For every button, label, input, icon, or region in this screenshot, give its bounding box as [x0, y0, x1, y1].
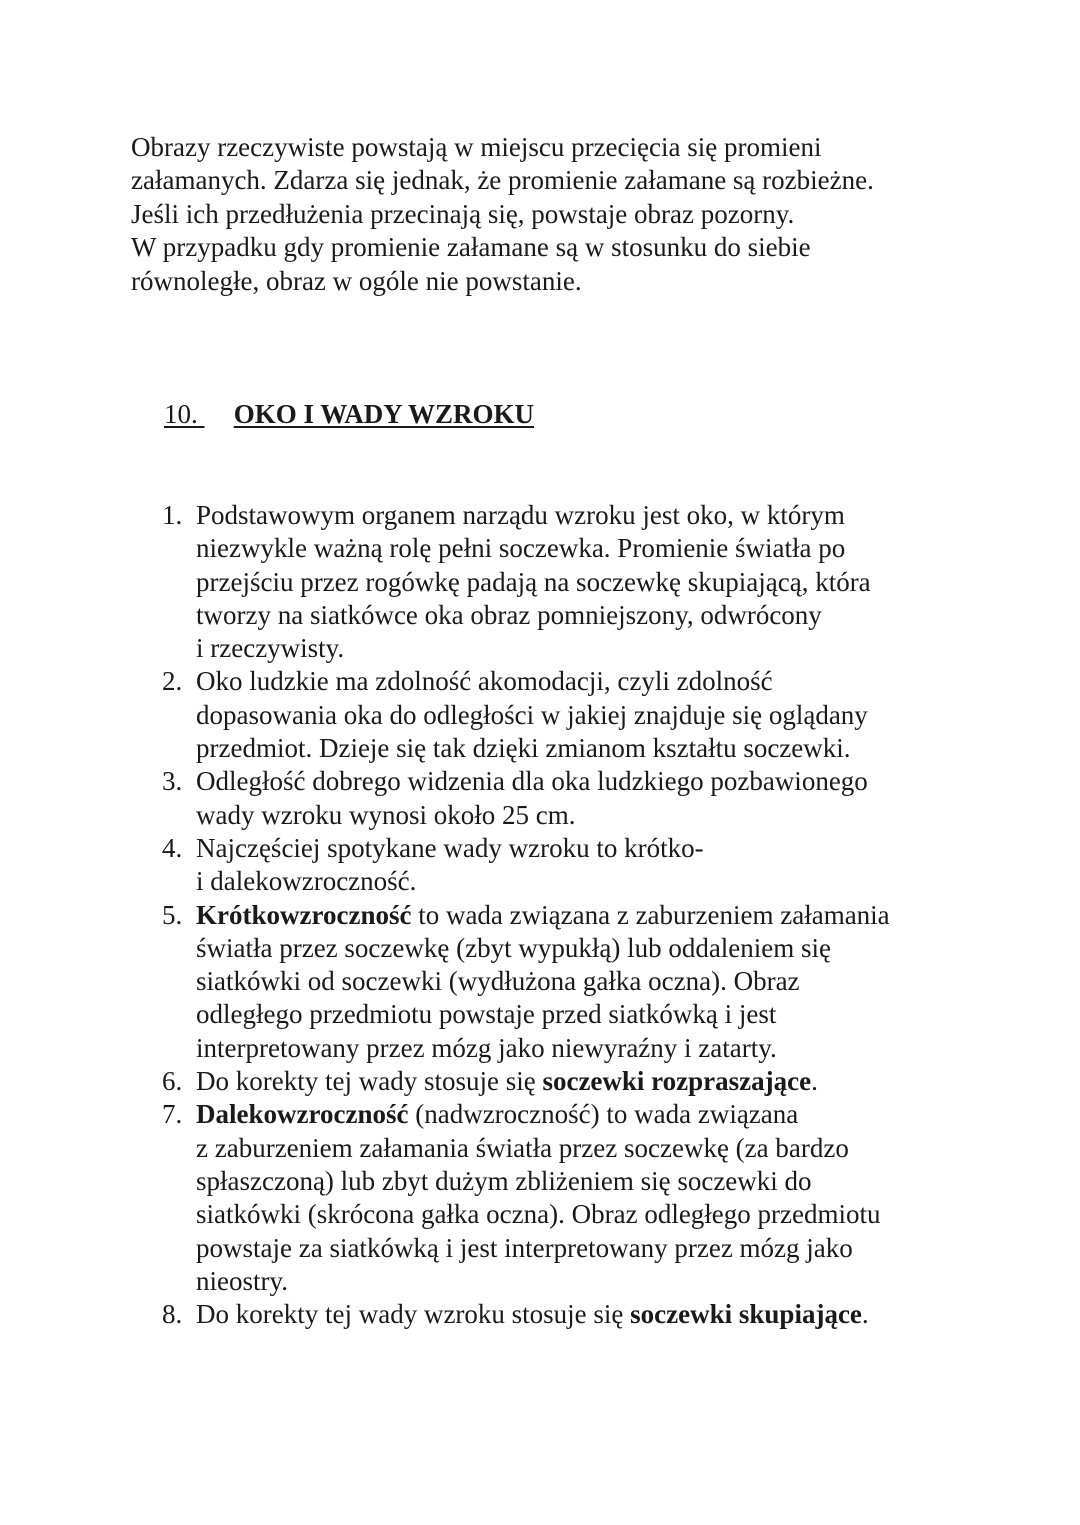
list-marker: 7. [162, 1099, 183, 1130]
list-marker: 1. [162, 500, 183, 530]
heading-underline-gap [198, 396, 234, 432]
list-item-line: odległego przedmiotu powstaje przed siatkówką i jest [196, 999, 777, 1030]
list-item-line [196, 1298, 1080, 1331]
list-item-line: siatkówki od soczewki (wydłużona gałka oczna). Obraz [196, 966, 800, 997]
section-number: 10. [164, 399, 198, 429]
list-item-line: niezwykle ważną rolę pełni soczewka. Promienie światła po [196, 533, 846, 564]
list-marker: 3. [162, 766, 183, 797]
bold-term: Dalekowzroczność [196, 1099, 409, 1130]
list-item-line: i dalekowzroczność. [196, 866, 417, 897]
bold-term: soczewki rozpraszające [542, 1066, 812, 1097]
list-item [0, 1098, 1080, 1298]
list-item [0, 765, 1080, 832]
intro-paragraph [131, 131, 961, 298]
list-item-line: tworzy na siatkówce oka obraz pomniejszony, odwrócony [196, 599, 822, 630]
section-title: OKO I WADY WZROKU [233, 399, 535, 429]
bold-term: soczewki skupiające [630, 1299, 862, 1330]
list-item [0, 665, 1080, 765]
list-item-line: Oko ludzkie ma zdolność akomodacji, czyli zdolność [196, 666, 773, 697]
list-item [0, 832, 1080, 899]
intro-line: załamanych. Zdarza się jednak, że promienie załamane są rozbieżne. [131, 165, 874, 196]
list-item-text: Do korekty tej wady stosuje się [196, 1066, 543, 1097]
list-marker: 8. [162, 1299, 183, 1330]
list-item-line: światła przez soczewkę (zbyt wypukłą) lub oddaleniem się [196, 932, 832, 963]
bold-term: Krótkowzroczność [196, 899, 412, 930]
list-item [0, 1065, 1080, 1098]
list-item-text: Do korekty tej wady wzroku stosuje się [196, 1299, 631, 1330]
list-item-line: spłaszczoną) lub zbyt dużym zbliżeniem się soczewki do [196, 1165, 812, 1196]
list-item-line: Najczęściej spotykane wady wzroku to krótko- [196, 832, 704, 863]
list-item [0, 1298, 1080, 1331]
list-item-line: siatkówki (skrócona gałka oczna). Obraz odległego przedmiotu [196, 1199, 881, 1230]
list-item-line: interpretowany przez mózg jako niewyraźny i zatarty. [196, 1032, 777, 1063]
intro-line: Obrazy rzeczywiste powstają w miejscu przecięcia się promieni [131, 132, 822, 162]
intro-line: Jeśli ich przedłużenia przecinają się, powstaje obraz pozorny. [131, 198, 795, 229]
list-item-line: wady wzroku wynosi około 25 cm. [196, 799, 576, 830]
list-marker: 2. [162, 666, 183, 697]
list-item [0, 499, 1080, 665]
list-marker: 4. [162, 832, 183, 863]
list-item-line [196, 1065, 1080, 1098]
list-item-line: nieostry. [196, 1265, 288, 1296]
list-item-line: Odległość dobrego widzenia dla oka ludzkiego pozbawionego [196, 766, 868, 797]
list-marker: 5. [162, 899, 183, 930]
list-item-line: z zaburzeniem załamania światła przez soczewkę (za bardzo [196, 1132, 849, 1163]
list-item-line [196, 899, 1080, 932]
list-item [0, 899, 1080, 1065]
list-item-line: Podstawowym organem narządu wzroku jest oko, w którym [196, 500, 845, 530]
list-item-line: i rzeczywisty. [196, 633, 345, 664]
section-heading [164, 396, 534, 432]
list-marker: 6. [162, 1066, 183, 1097]
list-item-line: powstaje za siatkówką i jest interpretowany przez mózg jako [196, 1232, 853, 1263]
list-item-text: . [811, 1066, 818, 1097]
list-item-text: (nadwzroczność) to wada związana [408, 1099, 799, 1130]
intro-line: równoległe, obraz w ogóle nie powstanie. [131, 265, 582, 296]
list-item-line: dopasowania oka do odległości w jakiej znajduje się oglądany [196, 699, 868, 730]
list-item-text: . [861, 1299, 869, 1330]
list-item-line [196, 1098, 1080, 1131]
numbered-list [0, 499, 1080, 1331]
list-item-text: to wada związana z zaburzeniem załamania [411, 899, 890, 930]
intro-line: W przypadku gdy promienie załamane są w stosunku do siebie [131, 232, 811, 263]
list-item-line: przedmiot. Dzieje się tak dzięki zmianom kształtu soczewki. [196, 733, 851, 764]
list-item-line: przejściu przez rogówkę padają na soczewkę skupiającą, która [196, 566, 871, 597]
